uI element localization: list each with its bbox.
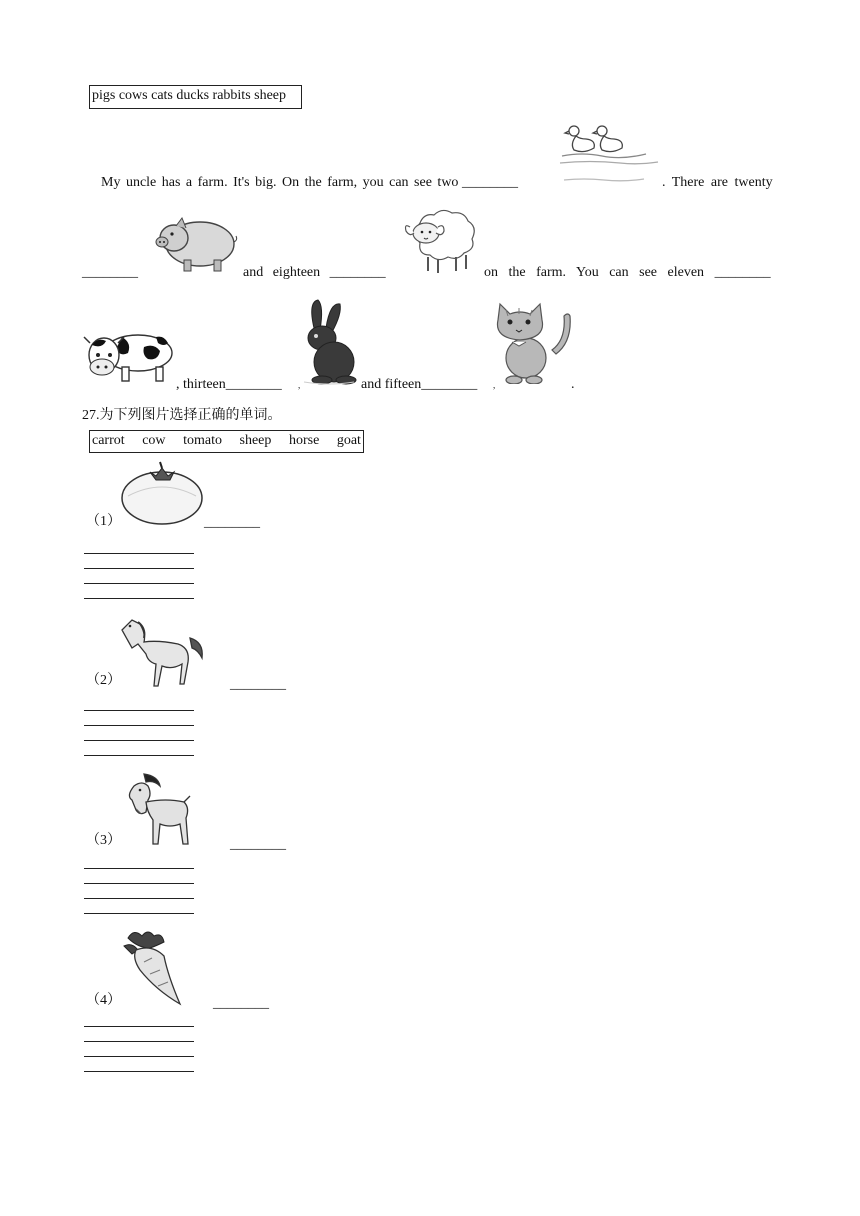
- item-4-blank[interactable]: ________: [213, 996, 269, 1011]
- answer-line[interactable]: [84, 868, 194, 869]
- item-2-blank[interactable]: ________: [230, 677, 286, 692]
- word-bank-item: goat: [336, 433, 361, 448]
- line3-fifteen: and fifteen: [361, 377, 422, 392]
- item-2-number: （2）: [86, 673, 121, 688]
- blank-pigs[interactable]: ________: [82, 265, 138, 280]
- item-3-number: （3）: [86, 833, 121, 848]
- word-bank-item: horse: [288, 433, 320, 448]
- blank-cows[interactable]: ________: [714, 265, 771, 280]
- line2-tail: on the farm. You can see eleven: [484, 265, 705, 280]
- line1-text: My uncle has a farm. It's big. On the farm, you can see two: [101, 175, 459, 190]
- line2-and-eighteen: and eighteen: [243, 265, 321, 280]
- word-bank-item: carrot: [92, 433, 125, 448]
- answer-line[interactable]: [84, 883, 194, 884]
- answer-line[interactable]: [84, 1056, 194, 1057]
- item-3-blank[interactable]: ________: [230, 837, 286, 852]
- comma-mark-1: ,: [298, 380, 301, 390]
- answer-line[interactable]: [84, 740, 194, 741]
- line3-thirteen: , thirteen: [176, 377, 226, 392]
- ducks-picture: [558, 122, 662, 184]
- carrot-picture: [118, 928, 184, 1008]
- item-1-blank[interactable]: ________: [204, 515, 260, 530]
- cow-picture: [82, 323, 176, 385]
- sheep-picture: [398, 205, 480, 275]
- blank-rabbits[interactable]: ________: [225, 377, 282, 392]
- item-1-number: （1）: [86, 514, 121, 529]
- answer-line[interactable]: [84, 913, 194, 914]
- horse-picture: [118, 616, 206, 688]
- tomato-picture: [120, 460, 204, 526]
- answer-line[interactable]: [84, 755, 194, 756]
- word-bank-26-text: pigs cows cats ducks rabbits sheep: [92, 88, 287, 103]
- comma-mark-2: ,: [493, 380, 496, 390]
- word-bank-27: [89, 430, 364, 453]
- word-bank-item: cow: [142, 433, 166, 448]
- cat-picture: [492, 300, 572, 384]
- answer-line[interactable]: [84, 1026, 194, 1027]
- item-4-number: （4）: [86, 993, 121, 1008]
- answer-line[interactable]: [84, 553, 194, 554]
- rabbit-picture: [298, 298, 358, 386]
- goat-picture: [124, 772, 194, 850]
- end-period: .: [571, 377, 575, 392]
- answer-line[interactable]: [84, 898, 194, 899]
- answer-line[interactable]: [84, 1041, 194, 1042]
- exercise-27-title: 27.为下列图片选择正确的单词。: [82, 408, 282, 423]
- answer-line[interactable]: [84, 598, 194, 599]
- answer-line[interactable]: [84, 710, 194, 711]
- word-bank-item: sheep: [239, 433, 272, 448]
- pig-picture: [150, 212, 238, 274]
- line1-tail: . There are twenty: [662, 175, 773, 190]
- word-bank-item: tomato: [183, 433, 222, 448]
- answer-line[interactable]: [84, 725, 194, 726]
- blank-cats[interactable]: ________: [421, 377, 478, 392]
- answer-line[interactable]: [84, 568, 194, 569]
- word-bank-26: [89, 85, 302, 109]
- blank-ducks[interactable]: ________: [461, 175, 518, 190]
- blank-sheep[interactable]: ________: [329, 265, 386, 280]
- answer-line[interactable]: [84, 583, 194, 584]
- answer-line[interactable]: [84, 1071, 194, 1072]
